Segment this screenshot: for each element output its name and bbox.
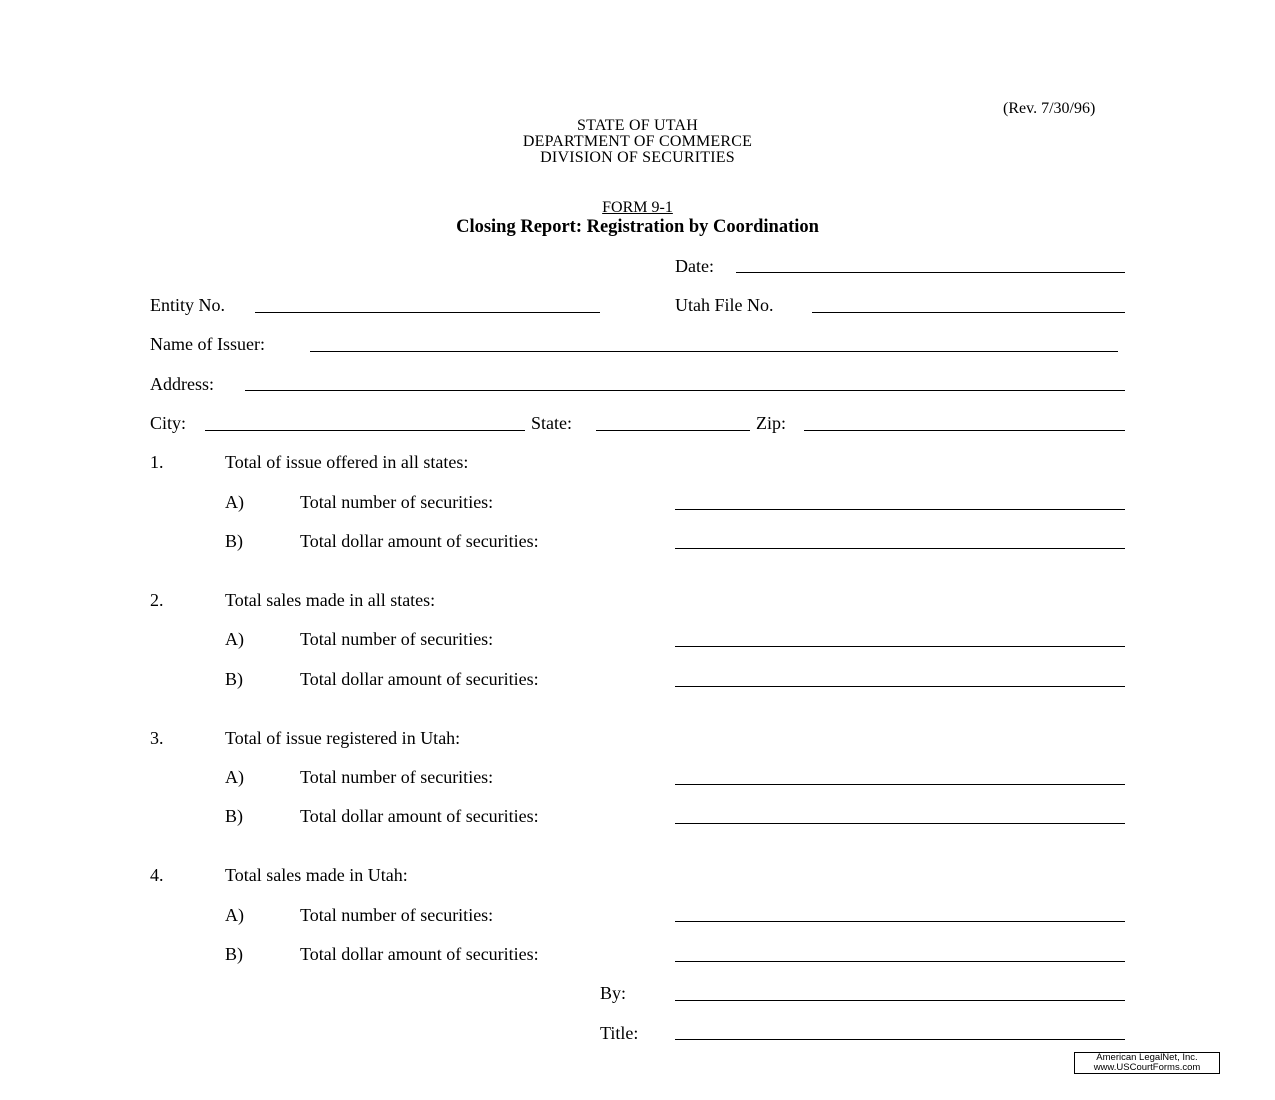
division-name: DIVISION OF SECURITIES (540, 149, 735, 166)
form-number: FORM 9-1 (602, 199, 673, 216)
utah-file-no-label: Utah File No. (675, 295, 774, 315)
section-4-a-letter: A) (225, 905, 244, 925)
section-3-number: 3. (150, 728, 164, 748)
state-label: State: (531, 413, 572, 433)
section-2-label: Total sales made in all states: (225, 590, 436, 610)
issuer-name-label: Name of Issuer: (150, 334, 265, 354)
date-field[interactable] (736, 272, 1125, 273)
section-2-b-letter: B) (225, 669, 243, 689)
section-1-b-label: Total dollar amount of securities: (300, 531, 539, 551)
address-field[interactable] (245, 390, 1125, 391)
section-1-a-label: Total number of securities: (300, 492, 494, 512)
entity-no-label: Entity No. (150, 295, 225, 315)
section-2-b-label: Total dollar amount of securities: (300, 669, 539, 689)
section-4-a-field[interactable] (675, 921, 1125, 922)
section-3-a-label: Total number of securities: (300, 767, 494, 787)
section-2-b-field[interactable] (675, 686, 1125, 687)
section-1-b-letter: B) (225, 531, 243, 551)
logo-line-2: www.USCourtForms.com (1093, 1062, 1201, 1073)
section-4-a-label: Total number of securities: (300, 905, 494, 925)
section-2-a-field[interactable] (675, 646, 1125, 647)
section-3-a-letter: A) (225, 767, 244, 787)
section-1-a-field[interactable] (675, 509, 1125, 510)
section-1-b-field[interactable] (675, 548, 1125, 549)
entity-no-field[interactable] (255, 312, 600, 313)
logo-line-1: American LegalNet, Inc. (1096, 1052, 1198, 1063)
section-4-label: Total sales made in Utah: (225, 865, 408, 885)
section-4-b-letter: B) (225, 944, 243, 964)
zip-field[interactable] (804, 430, 1125, 431)
section-1-label: Total of issue offered in all states: (225, 452, 469, 472)
american-legalnet-logo (1074, 1052, 1220, 1074)
section-4-b-label: Total dollar amount of securities: (300, 944, 539, 964)
section-3-b-field[interactable] (675, 823, 1125, 824)
section-3-b-label: Total dollar amount of securities: (300, 806, 539, 826)
utah-file-no-field[interactable] (812, 312, 1125, 313)
by-label: By: (600, 983, 627, 1003)
title-label: Title: (600, 1023, 639, 1043)
section-2-a-label: Total number of securities: (300, 629, 494, 649)
by-field[interactable] (675, 1000, 1125, 1001)
section-1-a-letter: A) (225, 492, 244, 512)
title-field[interactable] (675, 1039, 1125, 1040)
state-field[interactable] (596, 430, 750, 431)
issuer-name-field[interactable] (310, 351, 1118, 352)
city-label: City: (150, 413, 187, 433)
city-field[interactable] (205, 430, 525, 431)
section-2-number: 2. (150, 590, 164, 610)
section-3-a-field[interactable] (675, 784, 1125, 785)
page-title: Closing Report: Registration by Coordination (456, 217, 819, 237)
department-name: DEPARTMENT OF COMMERCE (522, 133, 753, 150)
state-name: STATE OF UTAH (577, 117, 698, 134)
revision-date: (Rev. 7/30/96) (1003, 100, 1096, 117)
section-2-a-letter: A) (225, 629, 244, 649)
zip-label: Zip: (756, 413, 786, 433)
section-4-number: 4. (150, 865, 164, 885)
address-label: Address: (150, 374, 214, 394)
section-1-number: 1. (150, 452, 164, 472)
section-3-b-letter: B) (225, 806, 243, 826)
section-4-b-field[interactable] (675, 961, 1125, 962)
section-3-label: Total of issue registered in Utah: (225, 728, 461, 748)
date-label: Date: (675, 256, 714, 276)
